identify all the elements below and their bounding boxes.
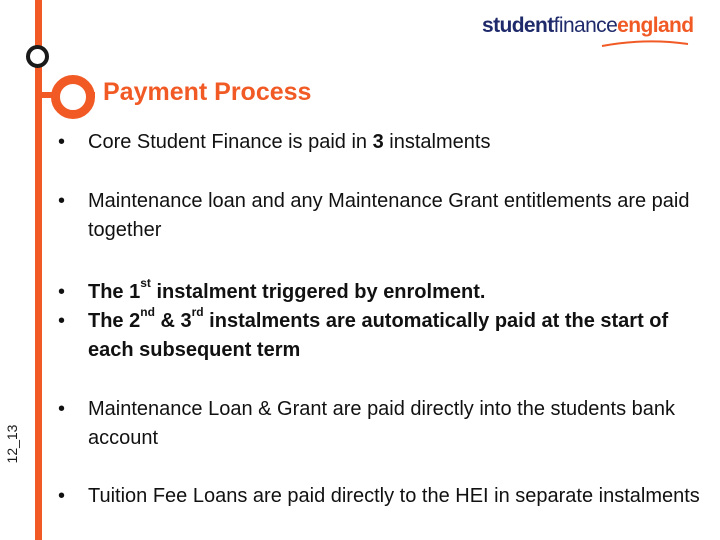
bullet-dot: • — [58, 281, 66, 303]
ordinal-suffix: st — [140, 276, 151, 291]
bullet-dot: • — [58, 485, 66, 507]
bullet-list — [58, 128, 708, 511]
logo-word-student: student — [482, 14, 554, 37]
large-ring-decoration — [51, 75, 95, 119]
page-title: Payment Process — [103, 78, 312, 106]
bullet-text: Tuition Fee Loans are paid directly to the HEI in separate instalments — [88, 485, 700, 507]
bullet-text-part: Core Student Finance is paid in — [88, 131, 373, 153]
slide-code-label — [0, 394, 24, 494]
brand-logo — [482, 14, 692, 44]
logo-word-england: england — [617, 14, 694, 37]
bullet-item — [58, 278, 708, 307]
bullet-text: Maintenance Loan & Grant are paid directly into the students bank account — [88, 398, 676, 449]
bullet-item — [58, 307, 708, 365]
bullet-count: 3 — [372, 131, 384, 153]
bullet-text — [88, 131, 490, 153]
small-ring-decoration — [26, 45, 49, 68]
bullet-item — [58, 128, 708, 157]
bullet-dot: • — [58, 190, 66, 212]
bullet-text-part: The 1 — [88, 281, 141, 303]
bullet-text-part: instalments are automatically paid at the start of each subsequent term — [88, 310, 669, 361]
bullet-item — [58, 395, 708, 453]
bullet-text: Maintenance loan and any Maintenance Grant entitlements are paid together — [88, 190, 690, 241]
ordinal-suffix: nd — [140, 305, 155, 320]
bullet-dot: • — [58, 131, 66, 153]
logo-word-finance: finance — [553, 14, 618, 37]
vertical-accent-line — [35, 0, 42, 540]
logo-swoosh-icon — [600, 40, 690, 50]
bullet-text — [88, 276, 486, 303]
bullet-dot: • — [58, 398, 66, 420]
bullet-text-part: instalment triggered by enrolment. — [150, 281, 486, 303]
bullet-text-part: & 3 — [154, 310, 192, 332]
ordinal-suffix: rd — [191, 305, 204, 320]
bullet-text — [88, 305, 669, 361]
bullet-item — [58, 187, 708, 245]
slide-code-text: 12_13 — [4, 424, 20, 464]
bullet-item — [58, 482, 708, 511]
bullet-dot: • — [58, 310, 66, 332]
bullet-text-part: The 2 — [88, 310, 141, 332]
bullet-text-part: instalments — [383, 131, 491, 153]
